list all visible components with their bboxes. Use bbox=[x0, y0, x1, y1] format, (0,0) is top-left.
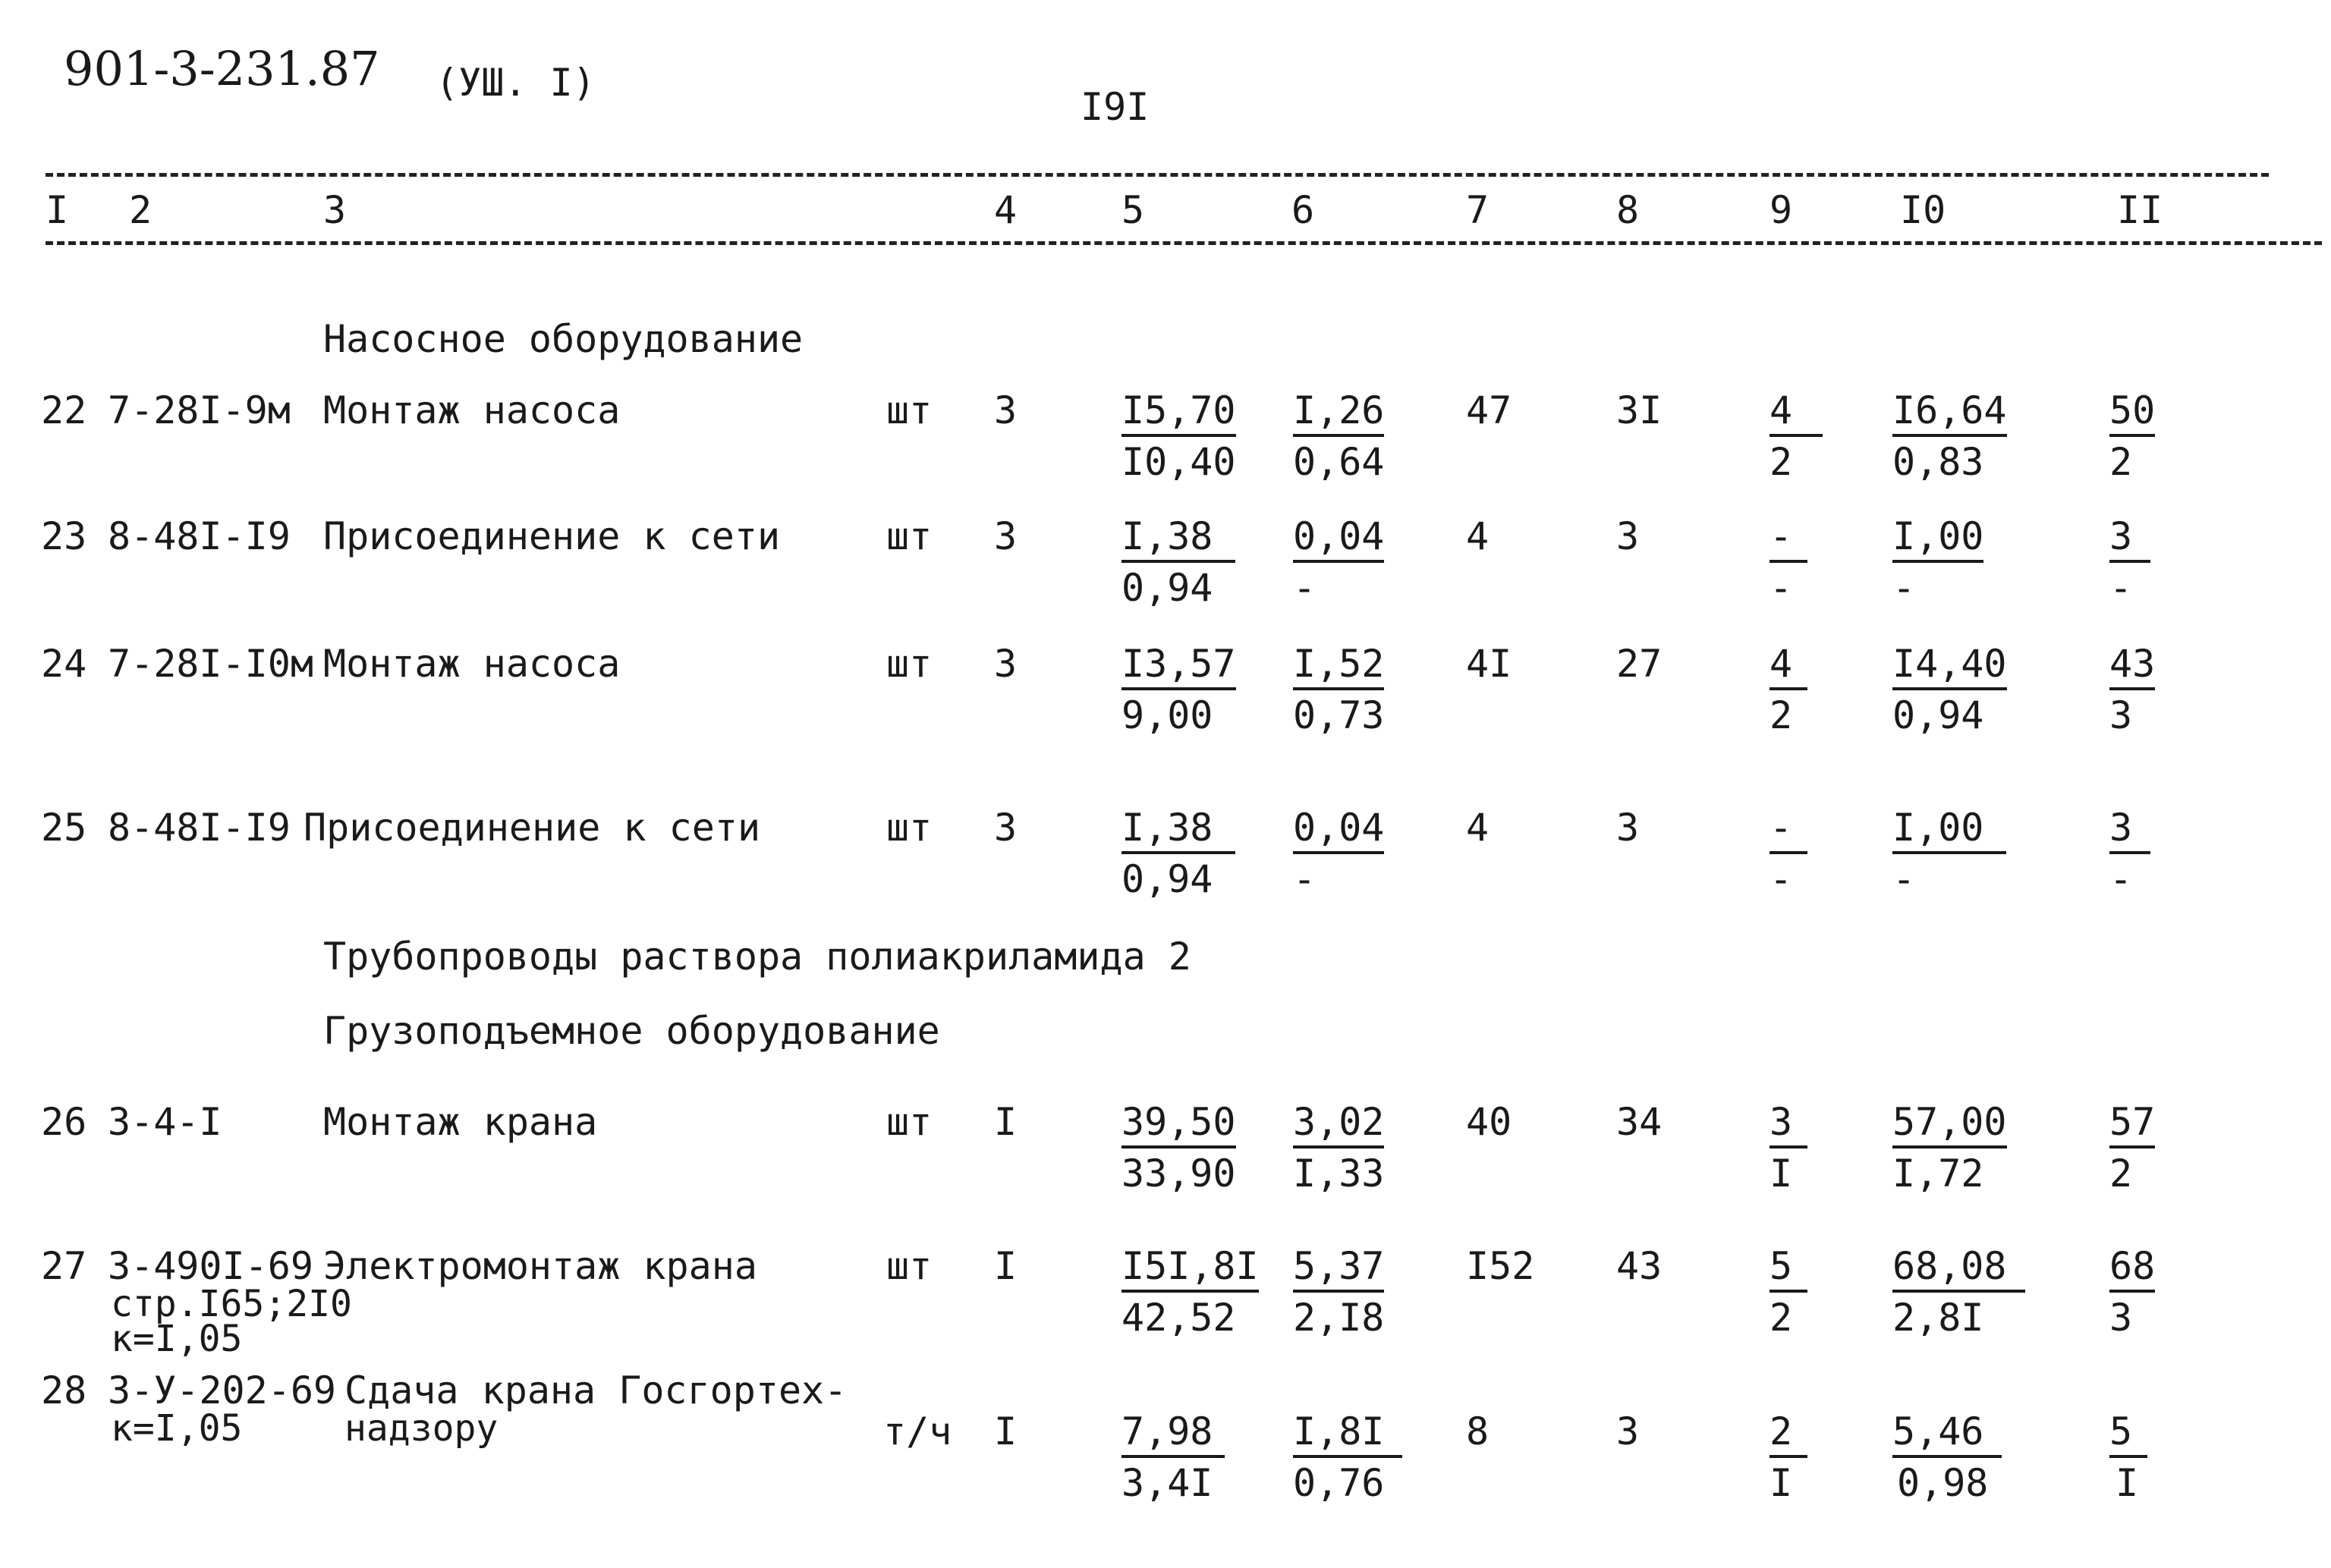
norm-code: 7-28I-I0м bbox=[108, 642, 313, 686]
work-name-continued: надзору bbox=[344, 1407, 499, 1450]
quantity: 3 bbox=[994, 642, 1018, 686]
machine-cost-top: I,26 bbox=[1293, 388, 1384, 437]
col8-value: 34 bbox=[1616, 1100, 1663, 1144]
col10-bottom: - bbox=[1892, 857, 1916, 901]
col9-top: - bbox=[1769, 806, 1807, 854]
col9-top: 5 bbox=[1769, 1244, 1807, 1293]
unit: т/ч bbox=[883, 1409, 952, 1453]
col11-top: 68 bbox=[2109, 1244, 2155, 1293]
cost-top: I5,70 bbox=[1121, 388, 1236, 437]
column-header: I bbox=[46, 188, 69, 232]
column-header: 3 bbox=[323, 188, 347, 232]
unit: шт bbox=[886, 514, 933, 558]
col11-top: 50 bbox=[2109, 388, 2155, 437]
row-number: 23 bbox=[41, 514, 87, 558]
work-name: Монтаж насоса bbox=[323, 642, 621, 686]
header-bottom-rule bbox=[46, 241, 2322, 245]
col9-bottom: 2 bbox=[1769, 440, 1793, 484]
work-name: Сдача крана Госгортех- bbox=[344, 1368, 848, 1412]
header-top-rule bbox=[46, 173, 2269, 177]
col11-bottom: - bbox=[2109, 857, 2133, 901]
work-name: Электромонтаж крана bbox=[323, 1244, 757, 1288]
quantity: 3 bbox=[994, 514, 1018, 558]
norm-coefficient: к=I,05 bbox=[111, 1407, 243, 1450]
cost-top: I3,57 bbox=[1121, 642, 1236, 690]
col10-bottom: - bbox=[1892, 566, 1916, 610]
col7-value: 40 bbox=[1466, 1100, 1512, 1144]
column-header: I0 bbox=[1900, 188, 1946, 232]
norm-code: 3-4-I bbox=[108, 1100, 222, 1144]
machine-cost-bottom: 0,64 bbox=[1293, 440, 1385, 484]
column-header: 9 bbox=[1769, 188, 1793, 232]
col11-top: 43 bbox=[2109, 642, 2155, 690]
col10-bottom: 2,8I bbox=[1892, 1296, 1984, 1340]
cost-bottom: 33,90 bbox=[1121, 1152, 1236, 1196]
section-title: Насосное оборудование bbox=[323, 317, 804, 361]
col8-value: 3 bbox=[1616, 806, 1640, 850]
machine-cost-top: I,8I bbox=[1293, 1409, 1402, 1458]
cost-top: I,38 bbox=[1121, 514, 1235, 563]
col9-bottom: 2 bbox=[1769, 1296, 1793, 1340]
album-number: (УШ. I) bbox=[436, 61, 596, 105]
col9-top: 4 bbox=[1769, 642, 1807, 690]
machine-cost-bottom: I,33 bbox=[1293, 1152, 1385, 1196]
norm-code-note: стр.I65;2I0 bbox=[111, 1283, 352, 1325]
cost-top: 39,50 bbox=[1121, 1100, 1236, 1149]
cost-bottom: 0,94 bbox=[1121, 566, 1213, 610]
norm-code: 7-28I-9м bbox=[108, 388, 291, 432]
cost-bottom: 0,94 bbox=[1121, 857, 1213, 901]
col10-top: 68,08 bbox=[1892, 1244, 2025, 1293]
row-number: 24 bbox=[41, 642, 87, 686]
norm-code: 3-490I-69 bbox=[108, 1244, 313, 1288]
column-header: 6 bbox=[1291, 188, 1315, 232]
col10-bottom: 0,98 bbox=[1897, 1461, 1989, 1505]
column-header: 4 bbox=[994, 188, 1018, 232]
col10-top: I,00 bbox=[1892, 806, 2006, 854]
document-code: 901-3-231.87 bbox=[64, 41, 380, 96]
col7-value: 4I bbox=[1466, 642, 1512, 686]
row-number: 26 bbox=[41, 1100, 87, 1144]
col7-value: I52 bbox=[1466, 1244, 1535, 1288]
col8-value: 3I bbox=[1616, 388, 1663, 432]
section-title: Трубопроводы раствора полиакриламида 2 bbox=[323, 935, 1191, 979]
machine-cost-top: 0,04 bbox=[1293, 514, 1384, 563]
quantity: I bbox=[994, 1409, 1018, 1453]
col9-top: 3 bbox=[1769, 1100, 1807, 1149]
col11-bottom: - bbox=[2109, 566, 2133, 610]
unit: шт bbox=[886, 1244, 933, 1288]
row-number: 25 bbox=[41, 806, 87, 850]
col11-top: 3 bbox=[2109, 514, 2150, 563]
quantity: I bbox=[994, 1244, 1018, 1288]
row-number: 22 bbox=[41, 388, 87, 432]
cost-top: I,38 bbox=[1121, 806, 1235, 854]
col9-bottom: 2 bbox=[1769, 693, 1793, 737]
col10-bottom: I,72 bbox=[1892, 1152, 1984, 1196]
section-title: Грузоподъемное оборудование bbox=[323, 1009, 940, 1053]
column-header: 7 bbox=[1466, 188, 1490, 232]
col10-top: I,00 bbox=[1892, 514, 1983, 563]
machine-cost-bottom: 2,I8 bbox=[1293, 1296, 1385, 1340]
col7-value: 47 bbox=[1466, 388, 1512, 432]
cost-bottom: 3,4I bbox=[1121, 1461, 1213, 1505]
col9-bottom: I bbox=[1769, 1152, 1793, 1196]
cost-top: 7,98 bbox=[1121, 1409, 1225, 1458]
col9-bottom: - bbox=[1769, 857, 1793, 901]
cost-bottom: 9,00 bbox=[1121, 693, 1213, 737]
col10-top: I6,64 bbox=[1892, 388, 2007, 437]
page-number: I9I bbox=[1081, 85, 1150, 129]
norm-coefficient: к=I,05 bbox=[111, 1318, 243, 1360]
cost-top: I5I,8I bbox=[1121, 1244, 1259, 1293]
col10-bottom: 0,94 bbox=[1892, 693, 1984, 737]
machine-cost-top: 3,02 bbox=[1293, 1100, 1384, 1149]
quantity: 3 bbox=[994, 806, 1018, 850]
col9-bottom: - bbox=[1769, 566, 1793, 610]
machine-cost-bottom: 0,73 bbox=[1293, 693, 1385, 737]
col8-value: 27 bbox=[1616, 642, 1663, 686]
col11-bottom: 3 bbox=[2109, 1296, 2133, 1340]
machine-cost-bottom: - bbox=[1293, 566, 1316, 610]
norm-code: 8-48I-I9 bbox=[108, 806, 291, 850]
col10-bottom: 0,83 bbox=[1892, 440, 1984, 484]
col10-top: I4,40 bbox=[1892, 642, 2007, 690]
machine-cost-top: I,52 bbox=[1293, 642, 1384, 690]
quantity: I bbox=[994, 1100, 1018, 1144]
col11-bottom: 2 bbox=[2109, 440, 2133, 484]
col10-top: 57,00 bbox=[1892, 1100, 2007, 1149]
machine-cost-top: 0,04 bbox=[1293, 806, 1384, 854]
col9-bottom: I bbox=[1769, 1461, 1793, 1505]
col10-top: 5,46 bbox=[1892, 1409, 2002, 1458]
machine-cost-bottom: 0,76 bbox=[1293, 1461, 1385, 1505]
col8-value: 43 bbox=[1616, 1244, 1663, 1288]
col11-top: 3 bbox=[2109, 806, 2150, 854]
col7-value: 4 bbox=[1466, 514, 1490, 558]
work-name: Монтаж насоса bbox=[323, 388, 621, 432]
cost-bottom: I0,40 bbox=[1121, 440, 1236, 484]
col7-value: 8 bbox=[1466, 1409, 1490, 1453]
unit: шт bbox=[886, 1100, 933, 1144]
col11-top: 57 bbox=[2109, 1100, 2155, 1149]
quantity: 3 bbox=[994, 388, 1018, 432]
col11-bottom: 2 bbox=[2109, 1152, 2133, 1196]
column-header: 2 bbox=[129, 188, 153, 232]
col11-top: 5 bbox=[2109, 1409, 2147, 1458]
unit: шт bbox=[886, 642, 933, 686]
col9-top: 4 bbox=[1769, 388, 1823, 437]
col11-bottom: I bbox=[2116, 1461, 2139, 1505]
unit: шт bbox=[886, 806, 933, 850]
col7-value: 4 bbox=[1466, 806, 1490, 850]
row-number: 27 bbox=[41, 1244, 87, 1288]
norm-code: 3-У-202-69 bbox=[108, 1368, 337, 1412]
work-name: Присоединение к сети bbox=[304, 806, 761, 850]
col9-top: - bbox=[1769, 514, 1807, 563]
col8-value: 3 bbox=[1616, 514, 1640, 558]
norm-code: 8-48I-I9 bbox=[108, 514, 291, 558]
machine-cost-top: 5,37 bbox=[1293, 1244, 1384, 1293]
column-header: 8 bbox=[1616, 188, 1640, 232]
row-number: 28 bbox=[41, 1368, 87, 1412]
column-header: II bbox=[2117, 188, 2163, 232]
work-name: Монтаж крана bbox=[323, 1100, 598, 1144]
machine-cost-bottom: - bbox=[1293, 857, 1316, 901]
work-name: Присоединение к сети bbox=[323, 514, 781, 558]
column-header: 5 bbox=[1121, 188, 1145, 232]
col8-value: 3 bbox=[1616, 1409, 1640, 1453]
cost-bottom: 42,52 bbox=[1121, 1296, 1236, 1340]
unit: шт bbox=[886, 388, 933, 432]
col11-bottom: 3 bbox=[2109, 693, 2133, 737]
col9-top: 2 bbox=[1769, 1409, 1807, 1458]
